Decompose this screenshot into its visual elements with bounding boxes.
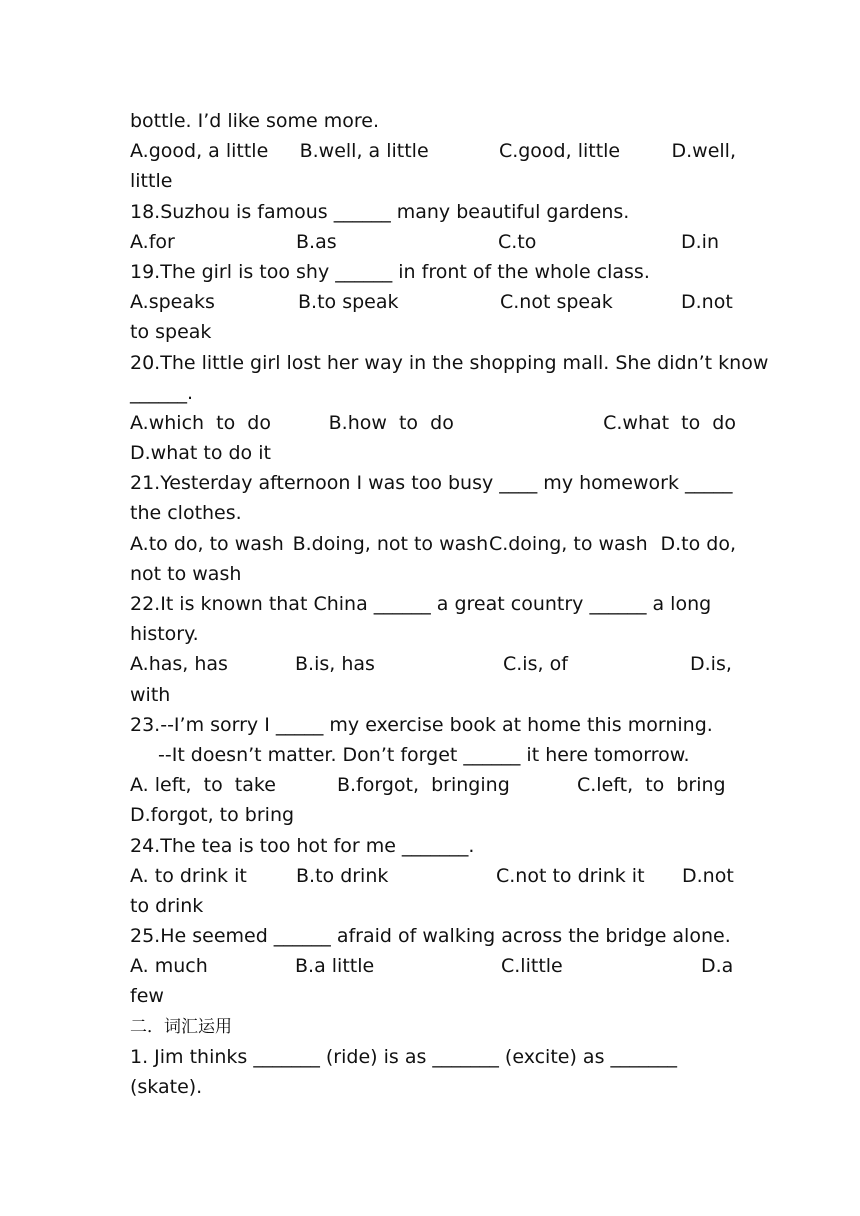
q17-stem-end: bottle. I’d like some more. bbox=[130, 110, 380, 132]
q22-option-d: D.is, bbox=[690, 653, 732, 676]
q20-blank: ______. bbox=[130, 381, 194, 404]
q23-reply: --It doesn’t matter. Don’t forget ______ it here tomorrow. bbox=[158, 743, 690, 766]
q17-options bbox=[130, 136, 736, 166]
q19-stem: 19.The girl is too shy ______ in front of the whole class. bbox=[130, 260, 650, 283]
q21-option-c: C.doing, to wash bbox=[488, 532, 648, 555]
q25-options bbox=[130, 951, 736, 981]
q18-options bbox=[130, 227, 736, 257]
q18-option-d: D.in bbox=[681, 230, 719, 253]
q21-options bbox=[130, 529, 736, 559]
q24-option-d: D.not bbox=[682, 864, 734, 887]
q19-option-b: B.to speak bbox=[298, 291, 399, 314]
q22-options bbox=[130, 649, 736, 679]
q23-option-d: D.forgot, to bring bbox=[130, 804, 295, 827]
q24-options bbox=[130, 861, 736, 891]
q22-option-b: B.is, has bbox=[295, 653, 375, 676]
q20-option-b: B.how to do bbox=[328, 411, 454, 434]
q25-option-b: B.a little bbox=[295, 955, 375, 978]
q20-option-c: C.what to do bbox=[603, 411, 736, 434]
q19-option-d-cont: to speak bbox=[130, 321, 212, 344]
q22-option-c: C.is, of bbox=[503, 653, 568, 676]
q25-option-a: A. much bbox=[130, 955, 208, 978]
q21-option-d: D.to do, bbox=[660, 532, 736, 555]
q17-option-d: D.well, bbox=[671, 140, 736, 163]
q23-option-c: C.left, to bring bbox=[577, 774, 726, 797]
q17-option-a: A.good, a little bbox=[130, 140, 269, 163]
q24-option-a: A. to drink it bbox=[130, 864, 247, 887]
q21-stem: 21.Yesterday afternoon I was too busy ____ my homework _____ bbox=[130, 472, 733, 495]
q21-option-d-cont: not to wash bbox=[130, 562, 242, 585]
q24-option-b: B.to drink bbox=[296, 864, 389, 887]
q19-options bbox=[130, 287, 736, 317]
q24-stem: 24.The tea is too hot for me _______. bbox=[130, 834, 475, 857]
q25-stem: 25.He seemed ______ afraid of walking across the bridge alone. bbox=[130, 925, 731, 948]
q18-option-c: C.to bbox=[498, 230, 537, 253]
q18-option-a: A.for bbox=[130, 230, 175, 253]
q17-option-d-cont: little bbox=[130, 170, 173, 193]
q17-option-c: C.good, little bbox=[498, 140, 621, 163]
q18-option-b: B.as bbox=[296, 230, 337, 253]
q25-option-c: C.little bbox=[501, 955, 563, 978]
q23-option-b: B.forgot, bringing bbox=[337, 774, 510, 797]
q21-option-b: B.doing, not to wash bbox=[292, 532, 489, 555]
q25-option-d: D.a bbox=[701, 955, 734, 978]
q22-option-a: A.has, has bbox=[130, 653, 228, 676]
q21-stem-cont: the clothes. bbox=[130, 502, 242, 525]
q18-stem: 18.Suzhou is famous ______ many beautiful gardens. bbox=[130, 200, 630, 223]
q20-stem: 20.The little girl lost her way in the shopping mall. She didn’t know bbox=[130, 351, 769, 374]
q20-options bbox=[130, 408, 736, 438]
q23-options bbox=[130, 770, 736, 800]
q20-option-d: D.what to do it bbox=[130, 442, 271, 465]
worksheet-page bbox=[130, 106, 769, 1102]
q19-option-c: C.not speak bbox=[500, 291, 613, 314]
vocab-q1-stem: 1. Jim thinks _______ (ride) is as _______ (excite) as _______ bbox=[130, 1045, 678, 1068]
q24-option-c: C.not to drink it bbox=[496, 864, 645, 887]
q20-option-a: A.which to do bbox=[130, 411, 271, 434]
q17-option-b: B.well, a little bbox=[299, 140, 429, 163]
q22-stem-cont: history. bbox=[130, 623, 199, 646]
q23-stem: 23.--I’m sorry I _____ my exercise book at home this morning. bbox=[130, 713, 713, 736]
section-heading-vocabulary: 二．词汇运用 bbox=[130, 1016, 232, 1037]
q21-option-a: A.to do, to wash bbox=[130, 532, 284, 555]
q19-option-d: D.not bbox=[681, 291, 733, 314]
q22-stem: 22.It is known that China ______ a great country ______ a long bbox=[130, 593, 712, 615]
q22-option-d-cont: with bbox=[130, 683, 171, 706]
q24-option-d-cont: to drink bbox=[130, 894, 204, 917]
q19-option-a: A.speaks bbox=[130, 291, 215, 314]
q23-option-a: A. left, to take bbox=[130, 774, 276, 797]
q25-option-d-cont: few bbox=[130, 985, 164, 1008]
vocab-q1-stem-cont: (skate). bbox=[130, 1076, 203, 1098]
